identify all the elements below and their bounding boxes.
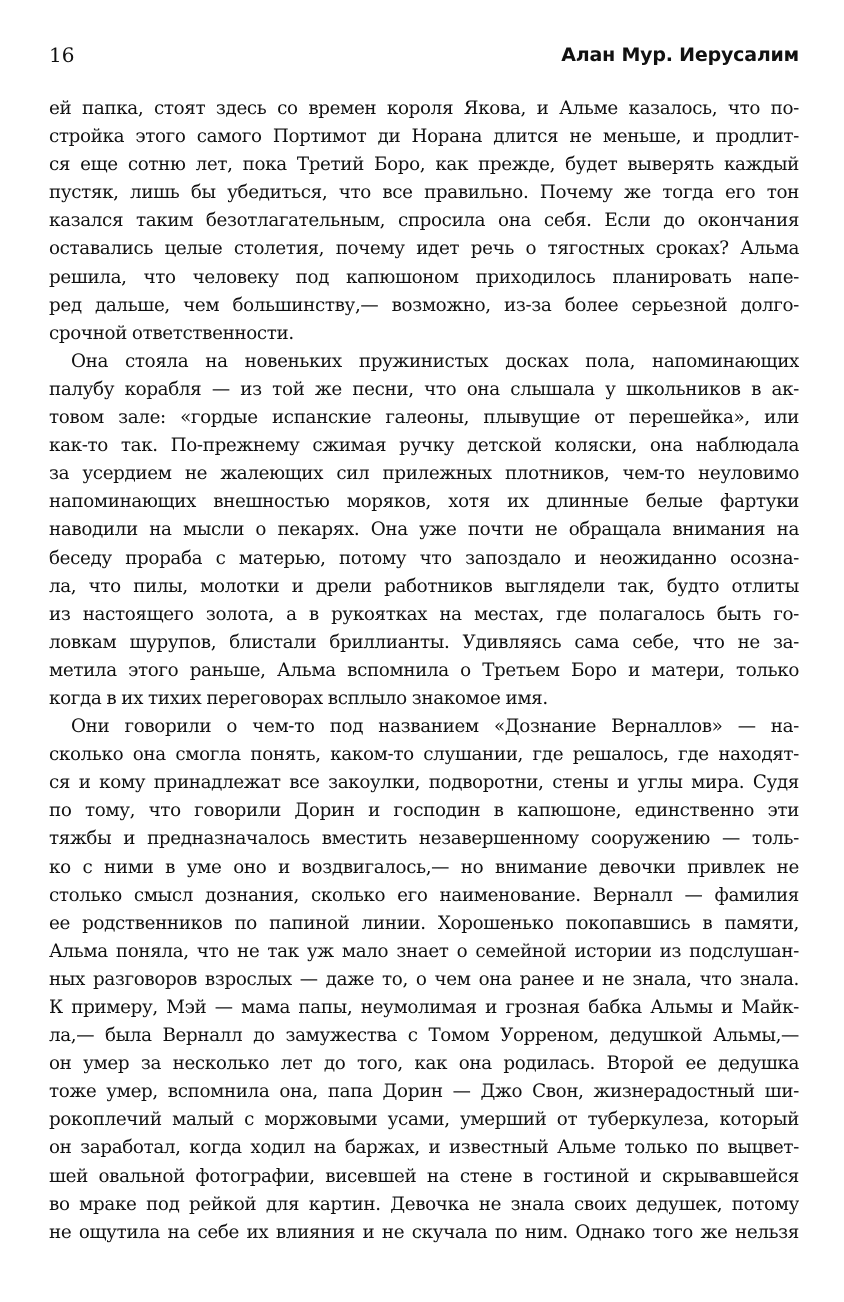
text-line: ее родственников по папиной линии. Хорошенько покопавшись в памяти,: [49, 912, 799, 934]
text-line: К примеру, Мэй — мама папы, неумолимая и грозная бабка Альмы и Майк-: [49, 997, 799, 1018]
text-line: ред дальше, чем большинству,— возможно, из-за более серьезной долго-: [49, 294, 799, 316]
text-line: ей папка, стоят здесь со времен короля Якова, и Альме казалось, что по-: [49, 98, 799, 119]
text-line: ловкам шурупов, блистали бриллианты. Удивляясь сама себе, что не за-: [49, 631, 799, 653]
text-line: рокоплечий малый с моржовыми усами, умерший от туберкулеза, который: [49, 1109, 799, 1131]
text-line: по тому, что говорили Дорин и господин в капюшоне, единственно эти: [49, 800, 799, 822]
text-line: тоже умер, вспомнила она, папа Дорин — Джо Свон, жизнерадостный ши-: [49, 1081, 799, 1103]
text-line: беседу прораба с матерью, потому что запоздало и неожиданно осозна-: [49, 547, 799, 569]
text-line: за усердием не жалеющих сил прилежных плотников, чем-то неуловимо: [49, 463, 799, 485]
text-line: сколько она смогла понять, каком-то слушании, где решалось, где находят-: [49, 744, 799, 766]
running-header: [49, 40, 799, 70]
text-line: тяжбы и предназначалось вместить незавершенному сооружению — толь-: [49, 828, 799, 850]
text-line: оставались целые столетия, почему идет речь о тягостных сроках? Альма: [49, 238, 799, 260]
body-text: [49, 95, 799, 1247]
text-line: во мраке под рейкой для картин. Девочка не знала своих дедушек, потому: [49, 1193, 799, 1215]
running-title: Алан Мур. Иерусалим: [561, 44, 799, 66]
text-line: наводили на мысли о пекарях. Она уже почти не обращала внимания на: [49, 519, 799, 541]
text-line: он заработал, когда ходил на баржах, и известный Альме только по выцвет-: [49, 1137, 799, 1159]
page-number: 16: [49, 43, 75, 67]
text-line: из настоящего золота, а в рукоятках на местах, где полагалось быть го-: [49, 603, 799, 625]
text-line: метила этого раньше, Альма вспомнила о Третьем Боро и матери, только: [49, 659, 799, 681]
text-line: казался таким безотлагательным, спросила она себя. Если до окончания: [49, 210, 799, 232]
text-line: товом зале: «гордые испанские галеоны, плывущие от перешейка», или: [49, 407, 799, 429]
text-line: шей овальной фотографии, висевшей на стене в гостиной и скрывавшейся: [49, 1165, 799, 1187]
text-line: ко с ними в уме оно и воздвигалось,— но внимание девочки привлек не: [49, 856, 799, 878]
text-line: срочной ответственности.: [49, 322, 294, 344]
text-line: напоминающих внешностью моряков, хотя их длинные белые фартуки: [49, 491, 799, 513]
text-line: он умер за несколько лет до того, как она родилась. Второй ее дедушка: [49, 1053, 799, 1075]
text-line: ся и кому принадлежат все закоулки, подворотни, стены и углы мира. Судя: [49, 772, 799, 794]
text-line: ных разговоров взрослых — даже то, о чем она ранее и не знала, что знала.: [49, 968, 799, 990]
text-line: когда в их тихих переговорах всплыло знакомое имя.: [49, 687, 548, 709]
text-line: стройка этого самого Портимот ди Норана длится не меньше, и продлит-: [49, 126, 799, 148]
text-line: как-то так. По-прежнему сжимая ручку детской коляски, она наблюдала: [49, 435, 799, 457]
text-line: ла,— была Верналл до замужества с Томом Уорреном, дедушкой Альмы,—: [49, 1025, 799, 1047]
text-line: не ощутила на себе их влияния и не скучала по ним. Однако того же нельзя: [49, 1221, 799, 1243]
text-line: столько смысл дознания, сколько его наименование. Верналл — фамилия: [49, 884, 799, 906]
text-line: ся еще сотню лет, пока Третий Боро, как прежде, будет выверять каждый: [49, 154, 799, 176]
text-line: решила, что человеку под капюшоном приходилось планировать напе-: [49, 266, 799, 288]
text-line: Они говорили о чем-то под названием «Дознание Верналлов» — на-: [71, 716, 799, 738]
text-line: пустяк, лишь бы убедиться, что все правильно. Почему же тогда его тон: [49, 182, 799, 204]
text-line: ла, что пилы, молотки и дрели работников выглядели так, будто отлиты: [49, 575, 799, 597]
text-line: палубу корабля — из той же песни, что она слышала у школьников в ак-: [49, 378, 799, 400]
book-page: [49, 0, 799, 1302]
text-line: Она стояла на новеньких пружинистых досках пола, напоминающих: [71, 350, 799, 372]
text-line: Альма поняла, что не так уж мало знает о семейной истории из подслушан-: [49, 940, 799, 962]
